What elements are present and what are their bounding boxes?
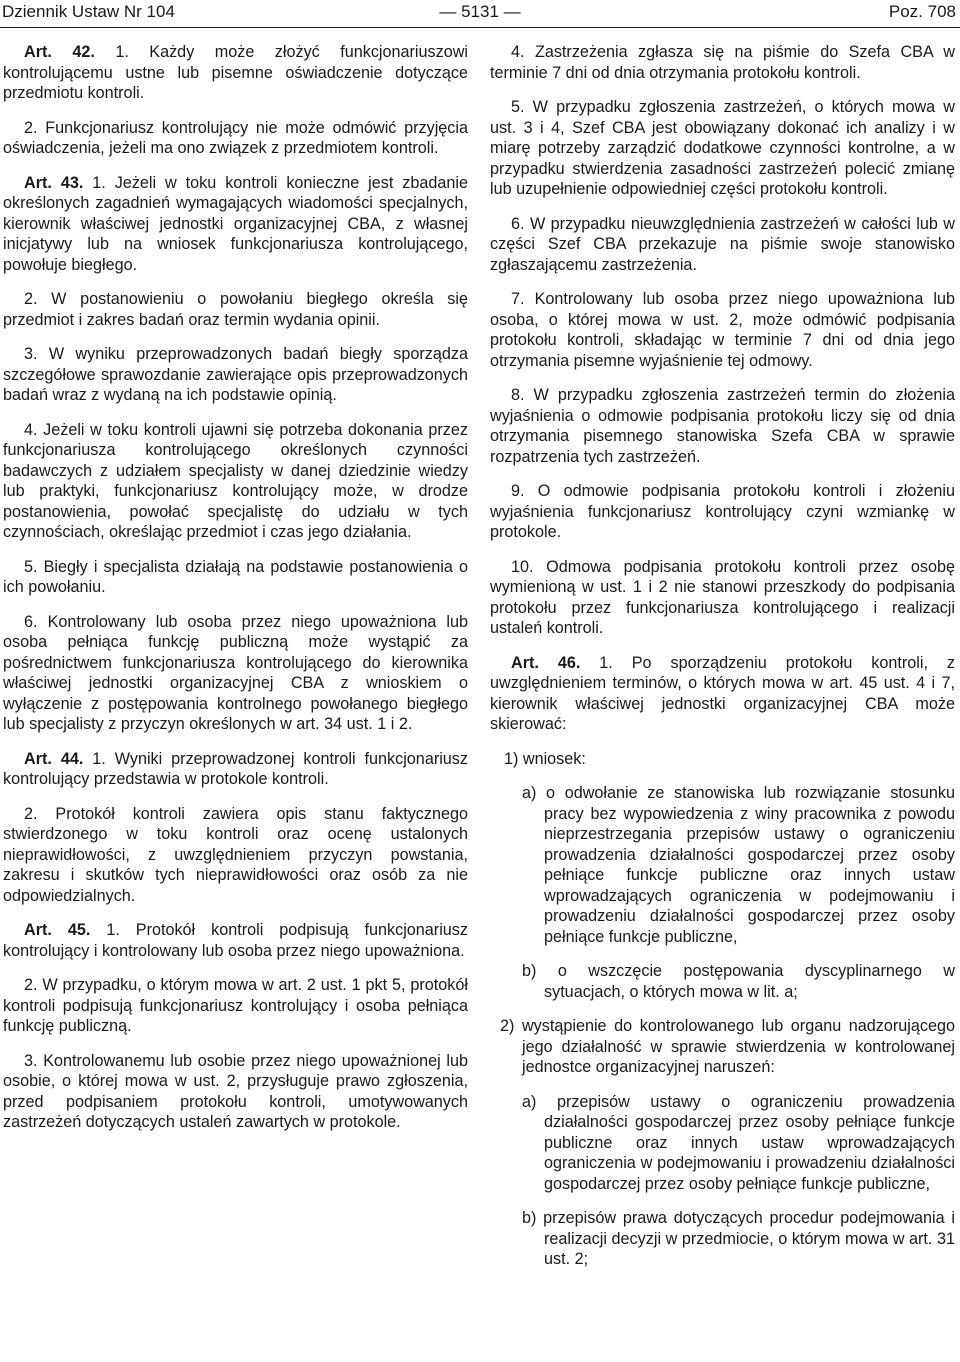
list-item-text: a) o odwołanie ze stanowiska lub rozwiązanie stosunku pracy bez wypowiedzenia z winy pracownika z powodu nieprzestrzegania przepisów ustawy o ograniczeniu prowadzenia działalności gospodarczej przez osoby pełniące funkcje publiczne oraz innych ustaw wprowadzających ograniczenia w podejmowaniu i prowadzeniu działalności gospodarczej przez osoby pełniące funkcje publiczne, [522,784,955,946]
paragraph [3,420,468,543]
article-number: Art. 44. [24,749,84,768]
list-item-text: a) przepisów ustawy o ograniczeniu prowadzenia działalności gospodarczej przez osoby pełniące funkcje publiczne oraz innych ustaw wprowadzających ograniczenia w podejmowaniu i prowadzeniu działalności gospodarczej przez osoby pełniące funkcje publiczne, [522,1092,955,1193]
paragraph [3,749,468,790]
paragraph [490,653,955,735]
paragraph [3,118,468,159]
paragraph-text: 3. W wyniku przeprowadzonych badań biegły sporządza szczegółowe sprawozdanie zawierające opis przeprowadzonych badań wraz z wydaną na ich podstawie opinią. [3,345,468,404]
paragraph [3,557,468,598]
paragraph [3,1051,468,1133]
paragraph [490,557,955,639]
paragraph-text: 7. Kontrolowany lub osoba przez niego upoważniona lub osoba, o której mowa w ust. 2, może odmówić podpisania protokołu kontroli, składając w terminie 7 dni od dnia jego otrzymania pisemne wyjaśnienie tej odmowy. [490,290,955,370]
paragraph-text: 1. Każdy może złożyć funkcjonariuszowi kontrolującemu ustne lub pisemne oświadczenie dotyczące przedmiotu kontroli. [3,43,468,102]
list-item [474,749,955,770]
list-item [490,1208,955,1270]
paragraph-text: 4. Zastrzeżenia zgłasza się na piśmie do Szefa CBA w terminie 7 dni od dnia otrzymania protokołu kontroli. [490,43,955,82]
paragraph-text: 10. Odmowa podpisania protokołu kontroli przez osobę wymienioną w ust. 1 i 2 nie stanowi przeszkody do podpisania protokołu przez funkcjonariusza kontrolującego i realizacji ustaleń kontroli. [490,557,955,637]
paragraph [490,289,955,371]
paragraph-text: 1. Wyniki przeprowadzonej kontroli funkcjonariusz kontrolujący przedstawia w protokole kontroli. [3,749,468,788]
list-item [490,1092,955,1195]
list-item-text: 1) wniosek: [504,749,586,768]
article-number: Art. 46. [511,653,581,672]
paragraph-text: 1. Jeżeli w toku kontroli konieczne jest zbadanie określonych zagadnień wymagających wiadomości specjalnych, kierownik właściwej jednostki organizacyjnej CBA, z własnej inicjatywy lub na wniosek funkcjonariusza kontrolującego, powołuje biegłego. [3,173,469,274]
right-column [490,42,955,1284]
paragraph-text: 1. Po sporządzeniu protokołu kontroli, z uwzględnieniem terminów, o których mowa w art. 45 ust. 4 i 7, kierownik właściwej jednostki organizacyjnej CBA może skierować: [490,653,955,733]
paragraph-text: 9. O odmowie podpisania protokołu kontroli i złożeniu wyjaśnienia funkcjonariusz kontrolujący czyni wzmiankę w protokole. [490,482,955,541]
paragraph-text: 5. W przypadku zgłoszenia zastrzeżeń, o których mowa w ust. 3 i 4, Szef CBA jest obowiązany dokonać ich analizy i w miarę potrzeby zarządzić dodatkowe czynności kontrolne, a w przypadku stwierdzenia zasadności zastrzeżeń polecić zmianę lub uzupełnienie odpowiedniej części protokołu kontroli. [490,98,955,198]
paragraph [3,975,468,1037]
list-item [490,783,955,947]
list-item [490,961,955,1002]
paragraph [3,173,468,276]
paragraph [490,97,955,200]
paragraph [490,481,955,543]
article-number: Art. 42. [24,43,95,61]
paragraph-text: 2. Protokół kontroli zawiera opis stanu faktycznego stwierdzonego w toku kontroli oraz ocenę ustalonych nieprawidłowości, z uwzględnieniem przyczyn powstania, zakresu i skutków tych nieprawidłowości oraz osób za nie odpowiedzialnych. [3,804,468,905]
paragraph-text: 2. W przypadku, o którym mowa w art. 2 ust. 1 pkt 5, protokół kontroli podpisują funkcjonariusz kontrolujący i osoba pełniąca funkcję publiczną. [3,976,468,1035]
paragraph-text: 8. W przypadku zgłoszenia zastrzeżeń termin do złożenia wyjaśnienia o odmowie podpisania protokołu liczy się od dnia otrzymania pisemnego stanowiska Szefa CBA w sprawie rozpatrzenia tych zastrzeżeń. [490,386,955,466]
position-number: Poz. 708 [888,2,956,21]
paragraph [3,42,468,104]
paragraph [3,920,468,961]
article-number: Art. 43. [24,173,84,192]
paragraph [490,385,955,467]
page-header [0,0,960,30]
paragraph-text: 6. W przypadku nieuwzględnienia zastrzeżeń w całości lub w części Szef CBA przekazuje na piśmie swoje stanowisko zgłaszającemu zastrzeżenia. [490,214,955,274]
paragraph [3,804,468,907]
paragraph-text: 2. Funkcjonariusz kontrolujący nie może odmówić przyjęcia oświadczenia, jeżeli ma ono związek z przedmiotem kontroli. [3,118,468,157]
left-column [3,42,468,1147]
journal-title: Dziennik Ustaw Nr 104 [2,2,175,21]
paragraph-text: 5. Biegły i specjalista działają na podstawie postanowienia o ich powołaniu. [3,557,468,596]
paragraph [3,344,468,406]
list-item-text: b) o wszczęcie postępowania dyscyplinarnego w sytuacjach, o których mowa w lit. a; [522,962,955,1001]
article-number: Art. 45. [24,921,91,939]
list-item-text: 2) wystąpienie do kontrolowanego lub organu nadzorującego jego działalność w sprawie stwierdzenia w kontrolowanej jednostce organizacyjnej naruszeń: [500,1017,955,1076]
paragraph [3,289,468,330]
header-rule [0,27,960,28]
list-item-text: b) przepisów prawa dotyczących procedur podejmowania i realizacji decyzji w przedmiocie, o którym mowa w art. 31 ust. 2; [522,1209,955,1268]
page-number: — 5131 — [439,2,521,21]
paragraph-text: 1. Protokół kontroli podpisują funkcjonariusz kontrolujący i kontrolowany lub osoba przez niego upoważniona. [3,921,468,960]
paragraph-text: 4. Jeżeli w toku kontroli ujawni się potrzeba dokonania przez funkcjonariusza kontrolującego określonych czynności badawczych z udziałem specjalisty w danej dziedzinie wiedzy lub praktyki, funkcjonariusz kontrolujący może, w drodze postanowienia, powołać specjalistę do udziału w tych czynnościach, określając przedmiot i czas jego działania. [3,420,468,541]
paragraph [490,42,955,83]
paragraph-text: 2. W postanowieniu o powołaniu biegłego określa się przedmiot i zakres badań oraz termin wydania opinii. [3,290,468,329]
list-item [490,1016,955,1078]
paragraph-text: 6. Kontrolowany lub osoba przez niego upoważniona lub osoba pełniąca funkcję publiczną może wystąpić za pośrednictwem funkcjonariusza kontrolującego do kierownika właściwej jednostki organizacyjnej CBA z wnioskiem o wyłączenie z postępowania kontrolnego powołanego biegłego lub specjalisty z przyczyn określonych w art. 34 ust. 1 i 2. [3,612,468,733]
paragraph [3,612,468,735]
paragraph [490,214,955,276]
paragraph-text: 3. Kontrolowanemu lub osobie przez niego upoważnionej lub osobie, o której mowa w ust. 2, przysługuje prawo zgłoszenia, przed podpisaniem protokołu kontroli, umotywowanych zastrzeżeń dotyczących ustaleń zawartych w protokole. [3,1051,468,1131]
